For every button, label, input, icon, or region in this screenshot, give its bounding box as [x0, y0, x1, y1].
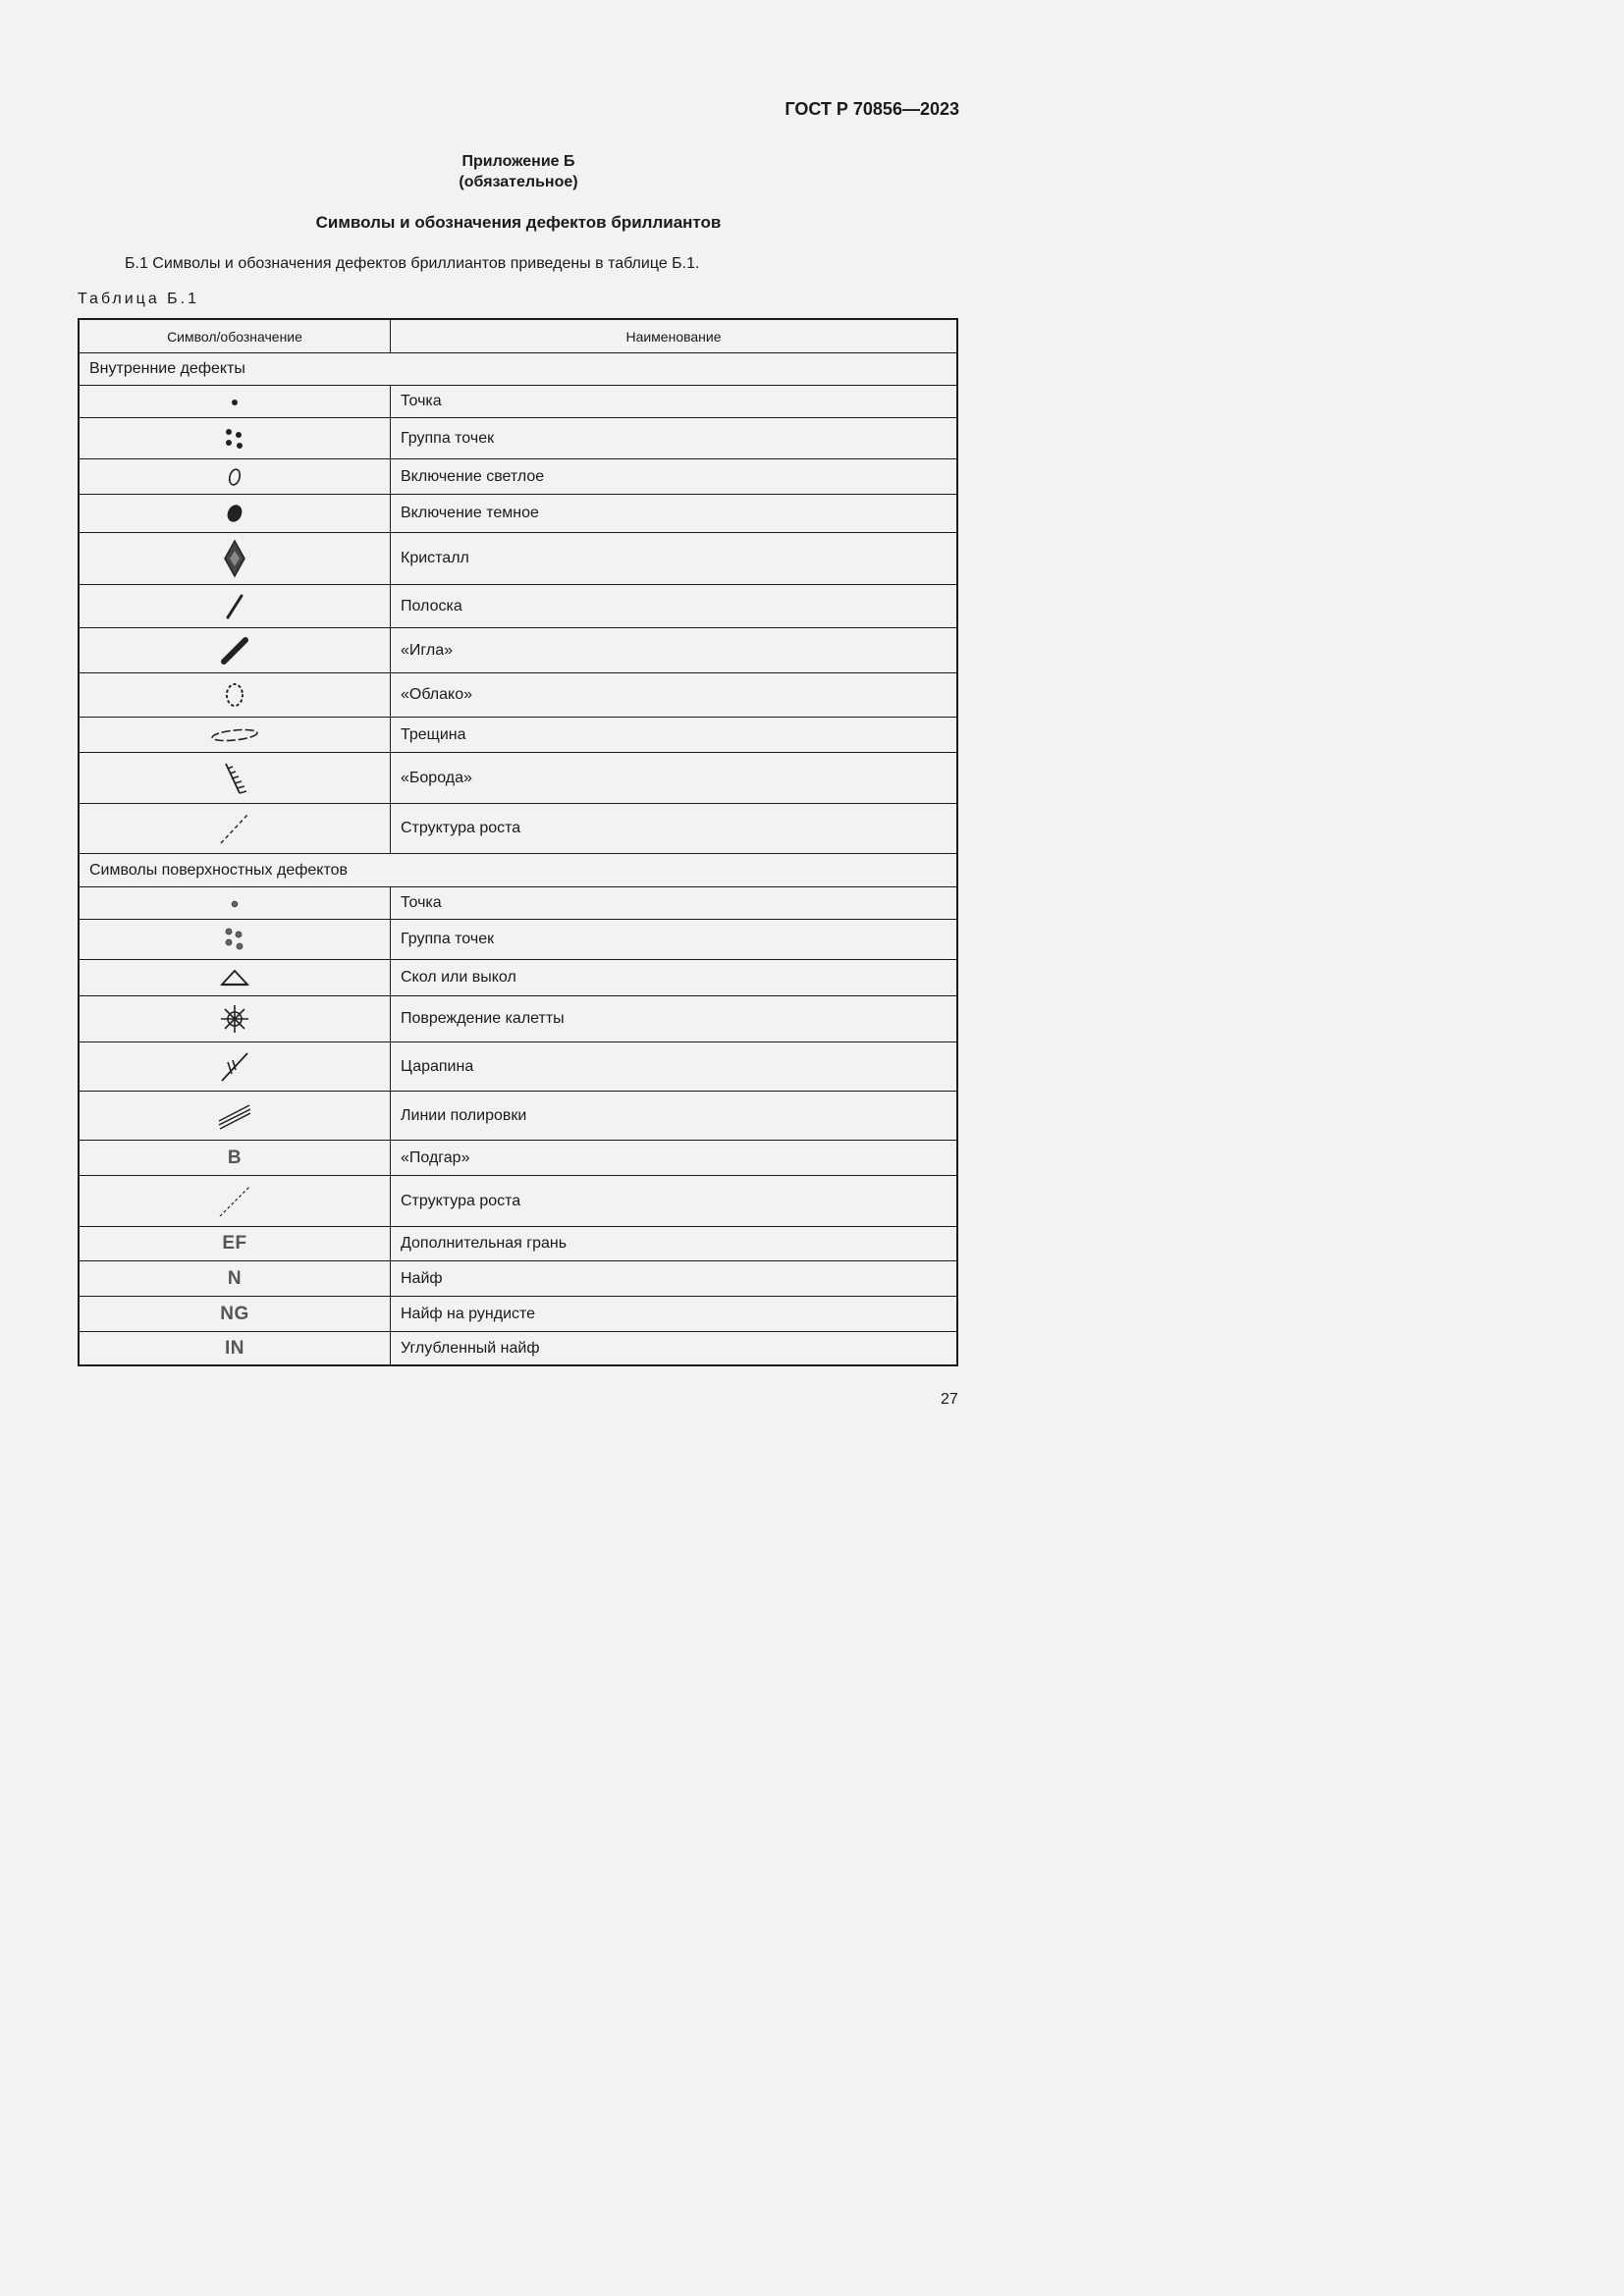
intro-paragraph: Б.1 Символы и обозначения дефектов бриллиантов приведены в таблице Б.1. — [125, 255, 700, 272]
scratch-icon — [219, 1050, 250, 1084]
growth-structure-icon — [218, 811, 251, 846]
crack-icon — [209, 725, 260, 745]
surface-growth-structure-icon — [217, 1184, 252, 1219]
dark-inclusion-icon — [224, 502, 245, 525]
table-row: Повреждение калетты — [80, 995, 956, 1041]
table-row: Скол или выкол — [80, 959, 956, 995]
surface-dot-group-icon — [222, 927, 247, 952]
beard-icon — [220, 761, 249, 796]
table-row: Точка — [80, 886, 956, 919]
document-code: ГОСТ Р 70856—2023 — [785, 99, 959, 119]
surface-dot-icon — [225, 893, 244, 913]
dot-group-icon — [222, 426, 247, 452]
symbol-ng: NG — [80, 1297, 391, 1331]
table-row: Линии полировки — [80, 1091, 956, 1140]
header-symbol: Символ/обозначение — [80, 320, 391, 352]
symbol-n: N — [80, 1261, 391, 1296]
needle-icon — [220, 636, 249, 666]
section-surface: Символы поверхностных дефектов — [80, 853, 956, 886]
appendix-title: Приложение Б — [461, 153, 575, 170]
light-inclusion-icon — [225, 465, 244, 489]
table-row: «Облако» — [80, 672, 956, 717]
appendix-status: (обязательное) — [459, 174, 578, 190]
table-row: NG Найф на рундисте — [80, 1296, 956, 1331]
table-row: «Игла» — [80, 627, 956, 672]
section-internal: Внутренние дефекты — [80, 352, 956, 385]
strip-icon — [223, 593, 246, 620]
table-row: Полоска — [80, 584, 956, 627]
crystal-icon — [223, 539, 246, 578]
dot-icon — [225, 392, 244, 411]
polish-lines-icon — [217, 1101, 252, 1131]
table-row: Трещина — [80, 717, 956, 752]
table-row: IN Углубленный найф — [80, 1331, 956, 1364]
table-row: «Борода» — [80, 752, 956, 803]
table-row: Включение светлое — [80, 458, 956, 494]
page-number: 27 — [941, 1391, 958, 1408]
table-row: Точка — [80, 385, 956, 417]
symbol-in: IN — [80, 1332, 391, 1364]
table-row: Включение темное — [80, 494, 956, 532]
table-row: Группа точек — [80, 417, 956, 458]
table-row: Структура роста — [80, 1175, 956, 1226]
defects-table — [78, 318, 958, 1366]
table-header-row — [80, 320, 956, 352]
page-title: Символы и обозначения дефектов бриллиантов — [315, 213, 722, 232]
symbol-ef: EF — [80, 1227, 391, 1260]
table-row: Кристалл — [80, 532, 956, 584]
table-row: Царапина — [80, 1041, 956, 1091]
table-row: N Найф — [80, 1260, 956, 1296]
symbol-b: B — [80, 1141, 391, 1175]
table-row: Группа точек — [80, 919, 956, 959]
table-caption: Таблица Б.1 — [78, 291, 200, 307]
table-row: B «Подгар» — [80, 1140, 956, 1175]
cloud-icon — [222, 680, 247, 710]
culet-damage-icon — [219, 1003, 250, 1035]
table-row: EF Дополнительная грань — [80, 1226, 956, 1260]
chip-icon — [219, 968, 250, 988]
table-row: Структура роста — [80, 803, 956, 853]
header-name: Наименование — [625, 328, 722, 345]
